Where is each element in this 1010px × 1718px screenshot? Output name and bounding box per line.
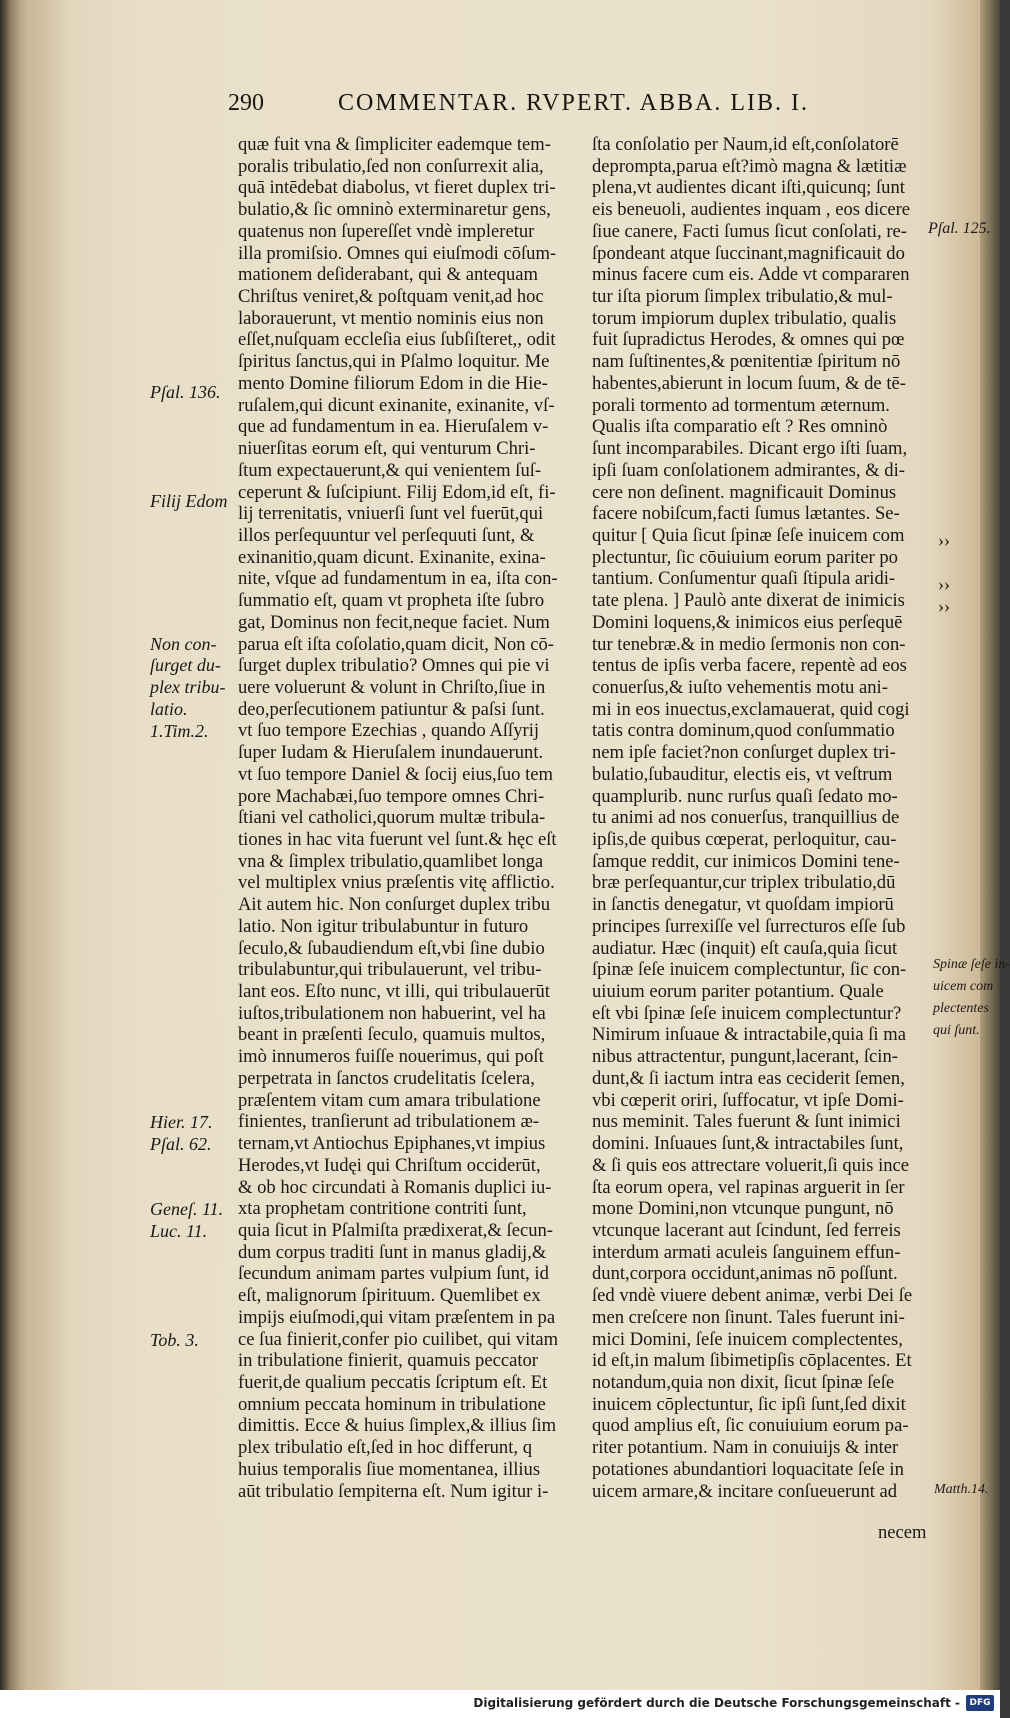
text-line: nem ipſe faciet?non conſurget duplex tri- (592, 742, 896, 764)
text-line: mici Domini, ſeſe inuicem complectentes, (592, 1328, 903, 1350)
text-line: Ait autem hic. Non conſurget duplex tribu (238, 894, 551, 916)
text-line: plex tribulatio eſt,ſed in hoc differunt, q (238, 1437, 532, 1459)
text-line: minus facere cum eis. Adde vt compararen (592, 264, 910, 286)
text-line: eſt vbi ſpinæ ſeſe inuicem complectuntur? (592, 1002, 902, 1024)
text-line: bræ perſequantur,cur triplex tribulatio,dū (592, 872, 896, 894)
margin-note-left: ſurget du- (150, 655, 221, 675)
text-line: tentus de ipſis verba facere, repentè ad eos (592, 655, 907, 677)
text-line: men creſcere non ſinunt. Tales fuerunt ini- (592, 1306, 905, 1328)
text-line: iuſtos,tribulationem non habuerint, vel ha (238, 1002, 546, 1024)
text-line: dimittis. Ecce & huius ſimplex,& illius ſim (238, 1415, 557, 1437)
text-line: omnium peccata hominum in tribulatione (238, 1393, 546, 1415)
margin-note-left: Geneſ. 11. (150, 1199, 224, 1219)
text-line: vel multiplex vnius præſentis vitę afflictio. (238, 872, 555, 894)
margin-note-right: Pſal. 125. (928, 220, 991, 237)
margin-note-left: Pſal. 136. (150, 382, 221, 402)
text-line: eſt, malignorum ſpirituum. Quemlibet ex (238, 1285, 541, 1307)
text-line: dum corpus traditi ſunt in manus gladij,& (238, 1241, 547, 1263)
text-line: mone Domini,non vtcunque pungunt, nō (592, 1198, 894, 1220)
text-line: in ſanctis denegatur, vt quoſdam impiorū (592, 894, 894, 916)
text-line: lij terrenitatis, vniuerſi ſunt vel fuerūt,qui (238, 503, 544, 525)
text-line: quia ſicut in Pſalmiſta prædixerat,& ſecun- (238, 1219, 553, 1241)
text-line: ceperunt & ſuſcipiunt. Filij Edom,id eſt, fi- (238, 481, 556, 503)
quote-marks: ›› (938, 574, 950, 594)
text-line: impijs eiuſmodi,qui vitam præſentem in pa (238, 1306, 556, 1328)
text-line: nite, vſque ad fundamentum in ea, iſta con- (238, 568, 558, 590)
text-line: nam ſuſtinentes,& pœnitentiæ ſpiritum nō (592, 351, 901, 373)
text-line: mationem deſiderabant, qui & antequam (238, 264, 538, 286)
text-line: ipſi ſuam conſolationem admirantes, & di- (592, 459, 905, 481)
text-line: mi in eos inuectus,exclamauerat, quid cogi (592, 698, 910, 720)
margin-note-left: Hier. 17. (150, 1112, 213, 1132)
text-line: ſeculo,& ſubaudiendum eſt,vbi ſine dubio (238, 937, 545, 959)
text-line: quitur [ Quia ſicut ſpinæ ſeſe inuicem com (592, 524, 905, 546)
text-line: gat, Dominus non fecit,neque faciet. Num (238, 611, 550, 633)
dfg-logo-icon: DFG (966, 1695, 994, 1711)
text-line: notandum,quia non dixit, ſicut ſpinæ ſeſe (592, 1371, 895, 1393)
text-line: nus meminit. Tales fuerunt & ſunt inimici (592, 1111, 901, 1133)
text-line: illa promiſsio. Omnes qui eiuſmodi cōſum- (238, 242, 557, 264)
text-line: domini. Inſuaues ſunt,& intractabiles ſunt, (592, 1133, 904, 1155)
text-line: quā intēdebat diabolus, vt fieret duplex tri- (238, 177, 556, 199)
text-line: perpetrata in ſanctos crudelitatis ſcelera, (238, 1067, 535, 1089)
text-line: pore Machabæi,ſuo tempore omnes Chri- (238, 785, 545, 807)
text-line: ſpiritus ſanctus,qui in Pſalmo loquitur. Me (238, 351, 550, 373)
text-line: inuicem cōplectuntur, ſic ipſi ſunt,ſed dixit (592, 1393, 906, 1415)
text-line: torum impiorum duplex tribulatio, qualis (592, 307, 897, 329)
text-line: tiones in hac vita fuerunt vel ſunt.& hęc eſt (238, 829, 557, 850)
text-line: eis beneuoli, audientes inquam , eos dicere (592, 199, 911, 221)
margin-note-left: Non con- (150, 634, 217, 654)
text-line: imò innumeros fuiſſe nouerimus, qui poſt (238, 1046, 544, 1068)
margin-note-left: latio. (150, 699, 188, 719)
text-line: deprompta,parua eſt?imò magna & lætitiæ (592, 155, 907, 177)
text-line: poralis tribulatio,ſed non conſurrexit alia, (238, 155, 544, 177)
text-line: bulatio,ſubauditur, electis eis, vt veſtrum (592, 763, 893, 785)
text-line: in tribulatione finierit, quamuis peccator (238, 1350, 538, 1372)
text-line: nibus attractentur, pungunt,lacerant, ſcin- (592, 1046, 898, 1068)
digitization-footer (0, 1690, 1000, 1718)
page-edge (980, 0, 1000, 1690)
text-line: præſentem vitam cum amara tribulatione (238, 1089, 541, 1111)
text-line: uiuium eorum pariter potantium. Quale (592, 981, 884, 1003)
text-line: que ad fundamentum in ea. Hieruſalem v- (238, 416, 549, 438)
right-text-column (592, 134, 937, 1502)
text-line: dunt,corpora occidunt,animas nō poſſunt. (592, 1263, 898, 1285)
text-line: quod amplius eſt, ſic conuiuium eorum pa- (592, 1415, 909, 1437)
text-line: porali tormento ad tormentum æternum. (592, 394, 890, 416)
text-line: parua eſt iſta coſolatio,quam dicit, Non cō- (238, 633, 554, 655)
text-line: bulatio,& ſic omninò exterminaretur gens, (238, 199, 551, 221)
text-line: mento Domine filiorum Edom in die Hie- (238, 372, 548, 394)
funding-notice: Digitalisierung gefördert durch die Deutsche Forschungsgemeinschaft - (473, 1696, 960, 1710)
text-line: vt ſuo tempore Ezechias , quando Aſſyrij (238, 720, 540, 742)
text-line: quatenus non ſupereſſet vndè impleretur (238, 220, 535, 242)
text-line: tatis contra dominum,quod conſummatio (592, 720, 895, 742)
page-number: 290 (228, 90, 264, 116)
text-line: quæ fuit vna & ſimpliciter eademque tem- (238, 134, 551, 155)
margin-note-right: Matth.14. (934, 1482, 989, 1497)
text-line: interdum armati aculeis ſanguinem effun- (592, 1241, 901, 1263)
text-line: tu animi ad nos conuerſus, tranquillius de (592, 807, 900, 829)
text-line: vtcunque lacerant aut ſcindunt, ſed ferreis (592, 1219, 901, 1241)
text-line: vna & ſimplex tribulatio,quamlibet longa (238, 850, 544, 872)
left-text-column (238, 134, 583, 1502)
text-line: ternam,vt Antiochus Epiphanes,vt impius (238, 1133, 546, 1155)
text-line: vt ſuo tempore Daniel & ſocij eius,ſuo tem (238, 763, 553, 785)
text-line: beant in præſenti ſeculo, quamuis multos, (238, 1024, 546, 1046)
margin-note-right: plectentes (933, 1001, 989, 1016)
text-line: Chriſtus veniret,& poſtquam venit,ad hoc (238, 286, 544, 308)
margin-note-left: 1.Tim.2. (150, 721, 209, 741)
margin-note-left: Tob. 3. (150, 1330, 199, 1350)
book-gutter (0, 0, 30, 1690)
margin-note-left: plex tribu- (150, 677, 226, 697)
text-line: principes ſurrexiſſe vel ſurrecturos eſſe ſub (592, 915, 906, 937)
text-line: plectuntur, ſic cōuiuium eorum pariter po (592, 546, 898, 568)
text-line: & ob hoc circundati à Romanis duplici iu- (238, 1176, 552, 1198)
text-line: quamplurib. nunc rurſus quaſi ſedato mo- (592, 785, 898, 807)
text-line: Qualis iſta comparatio eſt ? Res omninò (592, 416, 888, 438)
text-line: tantium. Conſumentur quaſi ſtipula aridi- (592, 568, 896, 590)
text-line: exinanitio,quam dicunt. Exinanite, exina- (238, 546, 546, 568)
text-line: ſpinæ ſeſe inuicem complectuntur, ſic con- (592, 959, 907, 981)
running-head: COMMENTAR. RVPERT. ABBA. LIB. I. (338, 90, 809, 116)
text-line: ſamque reddit, cur inimicos Domini tene- (592, 850, 900, 872)
text-line: ce ſua finierit,confer pio cuilibet, qui vitam (238, 1328, 559, 1350)
text-line: ſed vndè viuere debent animæ, verbi Dei ſe (592, 1285, 913, 1307)
text-line: Nimirum inſuaue & intractabile,quia ſi ma (592, 1024, 906, 1046)
margin-note-right: uicem com (933, 979, 994, 994)
text-line: illos perſequuntur vel perſequuti ſunt, & (238, 524, 535, 546)
text-line: ſurget duplex tribulatio? Omnes qui pie vi (238, 655, 550, 677)
text-line: ſiue canere, Facti ſumus ſicut conſolati, re- (592, 220, 907, 242)
text-line: ſtiani vel catholici,quorum multæ tribula- (238, 807, 546, 829)
page-header (228, 90, 868, 130)
text-line: cere non deſinent. magnificauit Dominus (592, 481, 897, 503)
text-line: ſpondeant atque ſuccinant,magnificauit do (592, 242, 905, 264)
text-line: ſta eorum opera, vel rapinas arguerit in ſer (592, 1176, 905, 1198)
text-line: plena,vt audientes dicant iſti,quicunq; ſunt (592, 177, 905, 199)
margin-note-left: Pſal. 62. (150, 1134, 212, 1154)
margin-note-left: Luc. 11. (150, 1221, 208, 1241)
text-line: tur iſta piorum ſimplex tribulatio,& mul- (592, 286, 893, 308)
text-line: xta prophetam contritione contriti ſunt, (238, 1198, 527, 1220)
text-line: deo,perſecutionem patiuntur & paſsi ſunt. (238, 698, 545, 720)
margin-note-right: Spinæ ſeſe in- (933, 957, 1010, 972)
text-line: ſtum expectauerunt,& qui venientem ſuſ- (238, 459, 542, 481)
text-line: finientes, tranſierunt ad tribulationem æ- (238, 1111, 540, 1133)
quote-marks: ›› (938, 530, 950, 550)
text-line: Herodes,vt Iudęi qui Chriſtum occiderūt, (238, 1154, 541, 1176)
text-line: ſunt incomparabiles. Dicant ergo iſti ſuam, (592, 438, 908, 460)
text-line: ſta conſolatio per Naum,id eſt,conſolatorē (592, 134, 899, 155)
text-line: vbi cœperit oriri, ſuffocatur, vt ipſe Domi- (592, 1089, 904, 1111)
text-line: ipſis,de quibus cœperat, perloquitur, cau- (592, 829, 897, 850)
text-line: uicem armare,& incitare conſueuerunt ad (592, 1480, 898, 1502)
text-line: potationes abundantiori loquacitate ſeſe in (592, 1458, 904, 1480)
text-line: & ſi quis eos attrectare voluerit,ſi quis ince (592, 1154, 910, 1176)
text-line: latio. Non igitur tribulabuntur in futuro (238, 915, 529, 937)
text-line: tur tenebræ.& in medio ſermonis non con- (592, 633, 906, 655)
text-line: ſecundum animam partes vulpium ſunt, id (238, 1263, 549, 1285)
text-line: ſummatio eſt, quam vt propheta iſte ſubro (238, 590, 545, 612)
text-line: uere voluerunt & volunt in Chriſto,ſiue in (238, 676, 546, 698)
text-line: fuerit,de qualium peccatis ſcriptum eſt. Et (238, 1371, 548, 1393)
margin-note-right: qui ſunt. (933, 1023, 980, 1038)
text-line: conuerſus,& iuſto vehementis motu ani- (592, 676, 888, 698)
text-line: audiatur. Hæc (inquit) eſt cauſa,quia ſicut (592, 937, 898, 959)
text-line: niuerſitas eorum eſt, qui venturum Chri- (238, 438, 536, 460)
text-line: huius temporalis ſiue momentanea, illius (238, 1458, 541, 1480)
text-line: habentes,abierunt in locum ſuum, & de tē- (592, 372, 906, 394)
catchword: necem (878, 1522, 927, 1543)
text-line: tribulabuntur,qui tribulauerunt, vel tribu- (238, 959, 542, 981)
text-line: riter potantium. Nam in conuiuijs & inter (592, 1437, 899, 1459)
text-line: lant eos. Eſto nunc, vt illi, qui tribulauerūt (238, 981, 550, 1003)
text-line: ruſalem,qui dicunt exinanite, exinanite, vſ- (238, 394, 555, 416)
margin-note-left: Filij Edom (150, 491, 228, 511)
text-line: aūt tribulatio ſempiterna eſt. Num igitur i- (238, 1480, 549, 1502)
text-line: eſſet,nuſquam eccleſia eius ſubſiſteret,, odit (238, 329, 556, 351)
quote-marks: ›› (938, 596, 950, 616)
text-line: dunt,& ſi iactum intra eas ceciderit ſemen, (592, 1067, 905, 1089)
text-line: fuit ſupradictus Herodes, & omnes qui pœ (592, 329, 905, 351)
text-line: facere nobiſcum,facti ſumus lætantes. Se- (592, 503, 900, 525)
text-line: Domini loquens,& inimicos eius perſequē (592, 611, 903, 633)
text-line: id eſt,in malum ſibimetipſis cōplacentes. Et (592, 1350, 912, 1372)
text-line: laborauerunt, vt mentio nominis eius non (238, 307, 544, 329)
text-line: ſuper Iudam & Hieruſalem inundauerunt. (238, 742, 544, 764)
text-line: tate plena. ] Paulò ante dixerat de inimicis (592, 590, 905, 612)
